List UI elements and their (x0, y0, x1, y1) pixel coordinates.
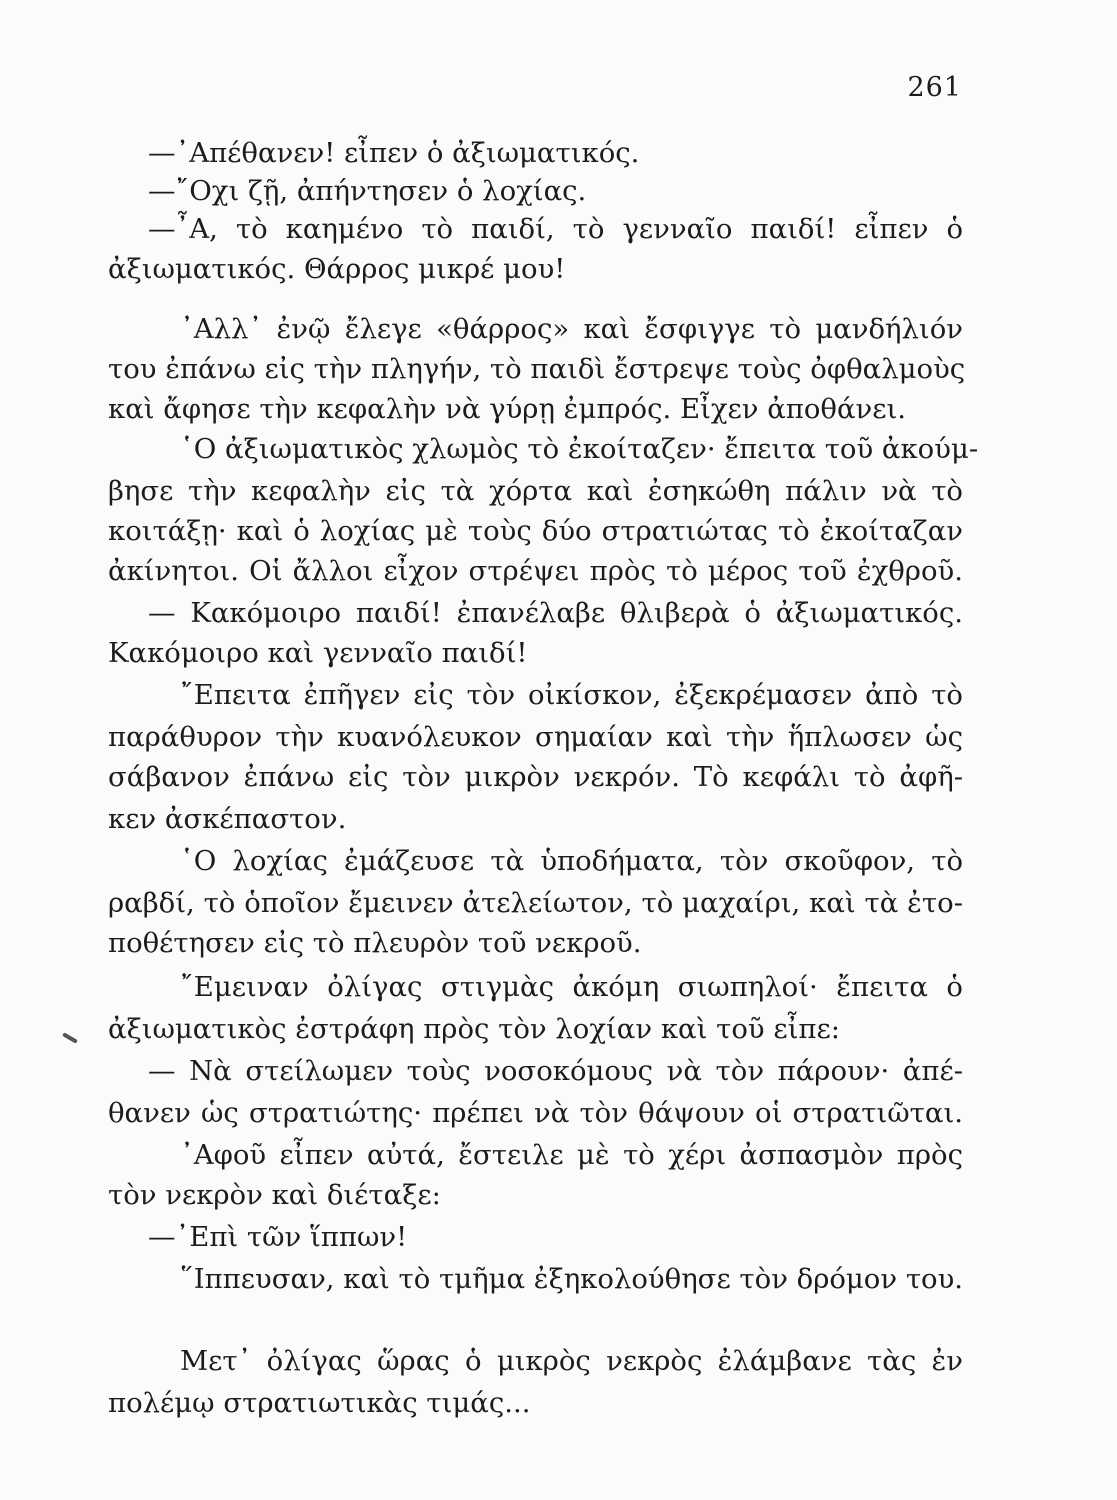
text-line: ποθέτησεν εἰς τὸ πλευρὸν τοῦ νεκροῦ. (108, 927, 642, 959)
text-line: ᾿Αφοῦ εἶπεν αὐτά, ἔστειλε μὲ τὸ χέρι ἀσπασμὸν πρὸς (180, 1139, 963, 1171)
text-line: θανεν ὡς στρατιώτης· πρέπει νὰ τὸν θάψουν οἱ στρατιῶται. (108, 1097, 963, 1129)
text-line: του ἐπάνω εἰς τὴν πληγήν, τὸ παιδὶ ἔστρεψε τοὺς ὀφθαλμοὺς (108, 353, 966, 385)
text-line: βησε τὴν κεφαλὴν εἰς τὰ χόρτα καὶ ἐσηκώθη πάλιν νὰ τὸ (108, 475, 963, 507)
text-line: ῞Ιππευσαν, καὶ τὸ τμῆμα ἐξηκολούθησε τὸν δρόμον του. (180, 1263, 964, 1295)
text-line: Μετ᾿ ὀλίγας ὥρας ὁ μικρὸς νεκρὸς ἐλάμβανε τὰς ἐν (180, 1345, 963, 1377)
text-line: —῏Α, τὸ καημένο τὸ παιδί, τὸ γενναῖο παιδί! εἶπεν ὁ (148, 213, 963, 245)
text-line: καὶ ἄφησε τὴν κεφαλὴν νὰ γύρῃ ἐμπρός. Εἶχεν ἀποθάνει. (108, 393, 907, 425)
text-line: —᾿Επὶ τῶν ἵππων! (148, 1221, 408, 1253)
text-line: πολέμῳ στρατιωτικὰς τιμάς... (108, 1387, 531, 1419)
text-line: — Νὰ στείλωμεν τοὺς νοσοκόμους νὰ τὸν πάρουν· ἀπέ- (148, 1055, 963, 1087)
text-line: Κακόμοιρο καὶ γενναῖο παιδί! (108, 637, 528, 669)
text-line: —᾿Απέθανεν! εἶπεν ὁ ἀξιωματικός. (148, 137, 640, 169)
text-line: ᾿Αλλ᾿ ἐνῷ ἔλεγε «θάρρος» καὶ ἔσφιγγε τὸ μανδήλιόν (180, 313, 963, 345)
text-line: παράθυρον τὴν κυανόλευκον σημαίαν καὶ τὴν ἥπλωσεν ὡς (108, 721, 963, 753)
text-line: ῎Εμειναν ὀλίγας στιγμὰς ἀκόμη σιωπηλοί· ἔπειτα ὁ (180, 971, 963, 1003)
text-line: ἀξιωματικός. Θάρρος μικρέ μου! (108, 253, 566, 285)
text-line: ραβδί, τὸ ὁποῖον ἔμεινεν ἀτελείωτον, τὸ μαχαίρι, καὶ τὰ ἐτο- (108, 887, 963, 919)
text-line: ἀκίνητοι. Οἱ ἄλλοι εἶχον στρέψει πρὸς τὸ μέρος τοῦ ἐχθροῦ. (108, 555, 963, 587)
text-line: — Κακόμοιρο παιδί! ἐπανέλαβε θλιβερὰ ὁ ἀξιωματικός. (148, 597, 963, 629)
text-line: ῎Επειτα ἐπῆγεν εἰς τὸν οἰκίσκον, ἐξεκρέμασεν ἀπὸ τὸ (180, 679, 963, 711)
text-line: σάβανον ἐπάνω εἰς τὸν μικρὸν νεκρόν. Τὸ κεφάλι τὸ ἀφῆ- (108, 761, 963, 793)
text-line: τὸν νεκρὸν καὶ διέταξε: (108, 1179, 441, 1211)
text-line: κοιτάξῃ· καὶ ὁ λοχίας μὲ τοὺς δύο στρατιώτας τὸ ἐκοίταζαν (108, 515, 963, 547)
text-line: —῎Οχι ζῇ, ἀπήντησεν ὁ λοχίας. (148, 175, 587, 207)
text-line: ἀξιωματικὸς ἐστράφη πρὸς τὸν λοχίαν καὶ τοῦ εἶπε: (108, 1013, 840, 1045)
page-number: 261 (907, 72, 962, 103)
text-line: κεν ἀσκέπαστον. (108, 803, 347, 835)
margin-mark (62, 1032, 78, 1043)
text-line: ῾Ο λοχίας ἐμάζευσε τὰ ὑποδήματα, τὸν σκοῦφον, τὸ (180, 845, 963, 877)
text-line: ῾Ο ἀξιωματικὸς χλωμὸς τὸ ἐκοίταζεν· ἔπειτα τοῦ ἀκούμ- (180, 433, 979, 465)
